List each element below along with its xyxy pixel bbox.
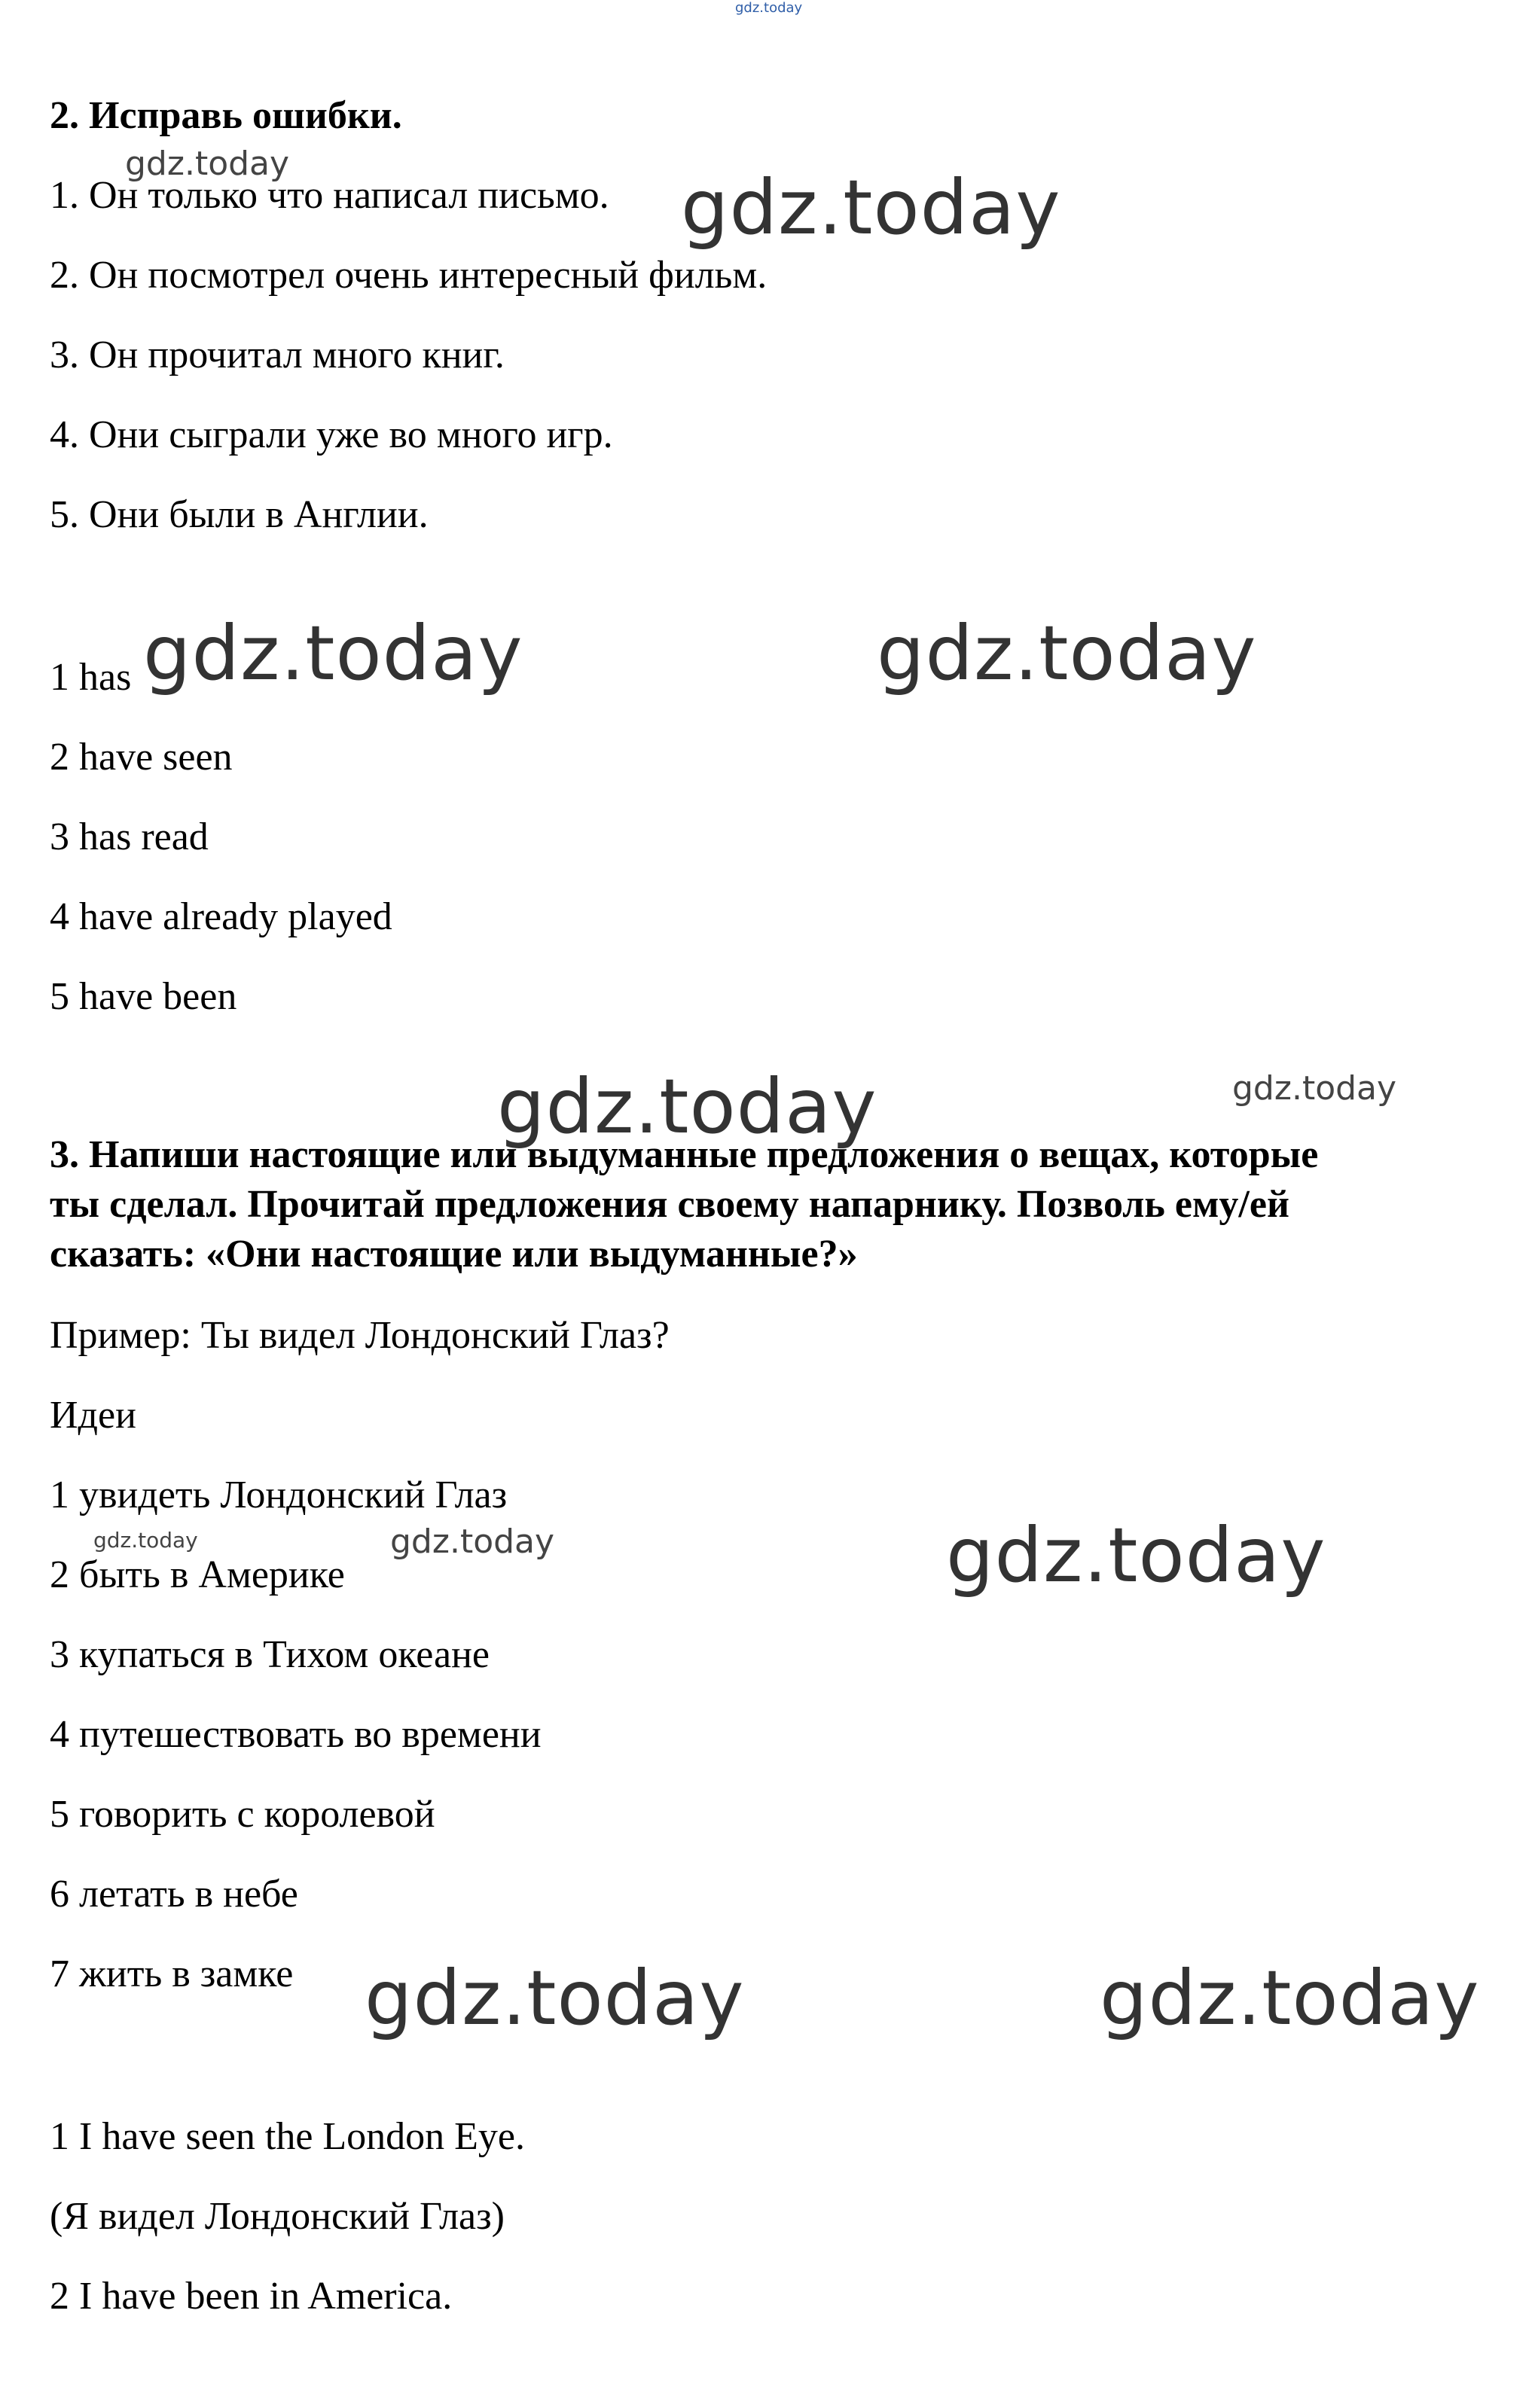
exercise-3-answer-1: 1 I have seen the London Eye. bbox=[50, 2115, 526, 2158]
exercise-2-answer-1: 1 has bbox=[50, 656, 132, 699]
watermark: gdz.today bbox=[877, 609, 1257, 697]
watermark: gdz.today bbox=[93, 1528, 198, 1553]
watermark: gdz.today bbox=[946, 1511, 1326, 1599]
exercise-3-idea-1: 1 увидеть Лондонский Глаз bbox=[50, 1474, 508, 1516]
watermark: gdz.today bbox=[1100, 1954, 1480, 2042]
exercise-3-idea-5: 5 говорить с королевой bbox=[50, 1793, 435, 1836]
watermark-top: gdz.today bbox=[735, 0, 803, 16]
exercise-2-sentence-5: 5. Они были в Англии. bbox=[50, 493, 429, 536]
exercise-2-answer-3: 3 has read bbox=[50, 815, 209, 858]
watermark: gdz.today bbox=[497, 1062, 877, 1151]
watermark: gdz.today bbox=[125, 145, 290, 183]
exercise-3-title-line-2: ты сделал. Прочитай предложения своему напарнику. Позволь ему/ей bbox=[50, 1183, 1289, 1226]
exercise-2-title: 2. Исправь ошибки. bbox=[50, 94, 402, 137]
exercise-3-example: Пример: Ты видел Лондонский Глаз? bbox=[50, 1314, 670, 1357]
exercise-2-sentence-1: 1. Он только что написал письмо. bbox=[50, 174, 609, 217]
exercise-2-answer-2: 2 have seen bbox=[50, 736, 233, 779]
watermark: gdz.today bbox=[1232, 1069, 1397, 1108]
exercise-2-answer-5: 5 have been bbox=[50, 975, 237, 1018]
watermark: gdz.today bbox=[681, 163, 1061, 251]
exercise-3-answer-2: 2 I have been in America. bbox=[50, 2275, 453, 2318]
exercise-3-idea-4: 4 путешествовать во времени bbox=[50, 1713, 542, 1756]
exercise-3-answer-1-translation: (Я видел Лондонский Глаз) bbox=[50, 2195, 505, 2238]
exercise-3-idea-2: 2 быть в Америке bbox=[50, 1553, 345, 1596]
exercise-3-title-line-3: сказать: «Они настоящие или выдуманные?» bbox=[50, 1233, 858, 1276]
exercise-2-answer-4: 4 have already played bbox=[50, 895, 392, 938]
exercise-3-idea-3: 3 купаться в Тихом океане bbox=[50, 1633, 490, 1676]
exercise-2-sentence-2: 2. Он посмотрел очень интересный фильм. bbox=[50, 254, 768, 297]
watermark: gdz.today bbox=[143, 609, 523, 697]
watermark: gdz.today bbox=[390, 1523, 555, 1561]
watermark: gdz.today bbox=[365, 1954, 745, 2042]
exercise-2-sentence-3: 3. Он прочитал много книг. bbox=[50, 334, 505, 376]
exercise-3-idea-7: 7 жить в замке bbox=[50, 1952, 294, 1995]
exercise-3-idea-6: 6 летать в небе bbox=[50, 1873, 298, 1916]
exercise-2-sentence-4: 4. Они сыграли уже во много игр. bbox=[50, 413, 613, 456]
exercise-3-ideas-label: Идеи bbox=[50, 1394, 136, 1437]
exercise-3-title-line-1: 3. Напиши настоящие или выдуманные предложения о вещах, которые bbox=[50, 1133, 1319, 1176]
